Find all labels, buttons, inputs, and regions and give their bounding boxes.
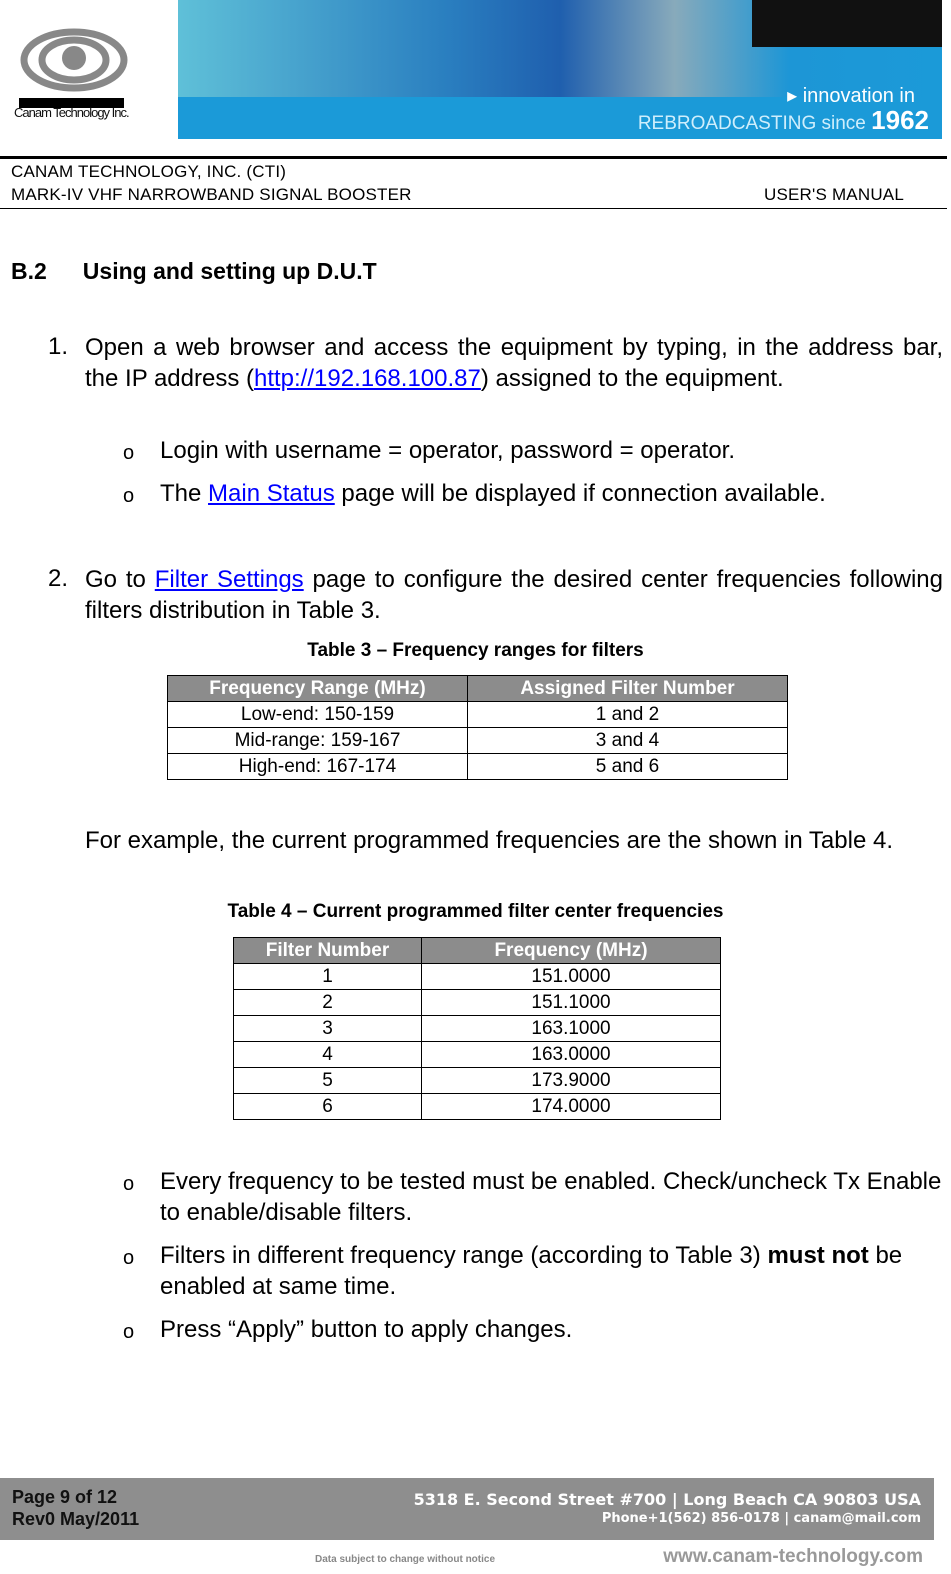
example-text: For example, the current programmed frequencies are the shown in Table 4. [85, 827, 893, 854]
table-row: Mid-range: 159-167 3 and 4 [168, 728, 788, 754]
website: www.canam-technology.com [663, 1546, 923, 1567]
step-number: 1. [48, 333, 69, 360]
main-status-note: The Main Status page will be displayed if connection available. [160, 480, 826, 507]
main-status-link[interactable]: Main Status [208, 480, 335, 507]
table-4-caption: Table 4 – Current programmed filter center frequencies [227, 901, 724, 922]
table-row: 6 174.0000 [234, 1094, 721, 1120]
cti-logo [14, 28, 134, 140]
table-4 [233, 937, 721, 1120]
step-2-text: Go to Filter Settings page to configure the desired center frequencies following filters distribution in Table 3. [85, 566, 943, 624]
table-row: 2 151.1000 [234, 990, 721, 1016]
range-warning-note: Filters in different frequency range (according to Table 3) must not be enabled at same time. [160, 1242, 903, 1300]
footer-bar [0, 1478, 934, 1540]
table-row: 1 151.0000 [234, 964, 721, 990]
disclaimer: Data subject to change without notice [315, 1554, 496, 1565]
tagline-2: REBROADCASTING since 1962 [637, 105, 929, 135]
column-header: Assigned Filter Number [468, 676, 788, 702]
page-number: Page 9 of 12 [12, 1487, 118, 1507]
login-note: Login with username = operator, password = operator. [160, 437, 736, 464]
step-number: 2. [48, 565, 69, 592]
table-3-caption: Table 3 – Frequency ranges for filters [307, 640, 644, 661]
table-row: 4 163.0000 [234, 1042, 721, 1068]
logo-subtitle: Canam Technology Inc. [14, 105, 129, 120]
table-row: Low-end: 150-159 1 and 2 [168, 702, 788, 728]
doc-type: USER'S MANUAL [764, 185, 904, 204]
column-header: Filter Number [234, 938, 422, 964]
column-header: Frequency (MHz) [422, 938, 721, 964]
column-header: Frequency Range (MHz) [168, 676, 468, 702]
table-row: High-end: 167-174 5 and 6 [168, 754, 788, 780]
bullet: o [123, 1173, 135, 1195]
bullet: o [123, 485, 135, 507]
bullet: o [123, 442, 135, 464]
company-name: CANAM TECHNOLOGY, INC. (CTI) [11, 162, 287, 181]
tagline: ▸ innovation in [787, 85, 915, 107]
header-rule [0, 156, 947, 159]
header-rule-2 [0, 208, 947, 209]
section-heading: B.2 Using and setting up D.U.T [11, 258, 377, 284]
address: 5318 E. Second Street #700 | Long Beach CA 90803 USA [413, 1490, 921, 1509]
apply-note: Press “Apply” button to apply changes. [160, 1316, 573, 1343]
enable-note: Every frequency to be tested must be enabled. Check/uncheck Tx Enable to enable/disable filters. [160, 1168, 942, 1226]
table-row: 5 173.9000 [234, 1068, 721, 1094]
contact: Phone+1(562) 856-0178 | canam@mail.com [601, 1511, 921, 1526]
bullet: o [123, 1321, 135, 1343]
bullet: o [123, 1247, 135, 1269]
filter-settings-link[interactable]: Filter Settings [154, 566, 304, 593]
revision: Rev0 May/2011 [12, 1509, 140, 1529]
step-1-text: Open a web browser and access the equipment by typing, in the address bar, the IP address (http://192.168.100.87) assigned to the equipment. [85, 334, 943, 392]
table-3 [167, 675, 788, 780]
ip-link[interactable]: http://192.168.100.87 [253, 364, 481, 392]
table-row: 3 163.1000 [234, 1016, 721, 1042]
product-name: MARK-IV VHF NARROWBAND SIGNAL BOOSTER [11, 185, 412, 204]
